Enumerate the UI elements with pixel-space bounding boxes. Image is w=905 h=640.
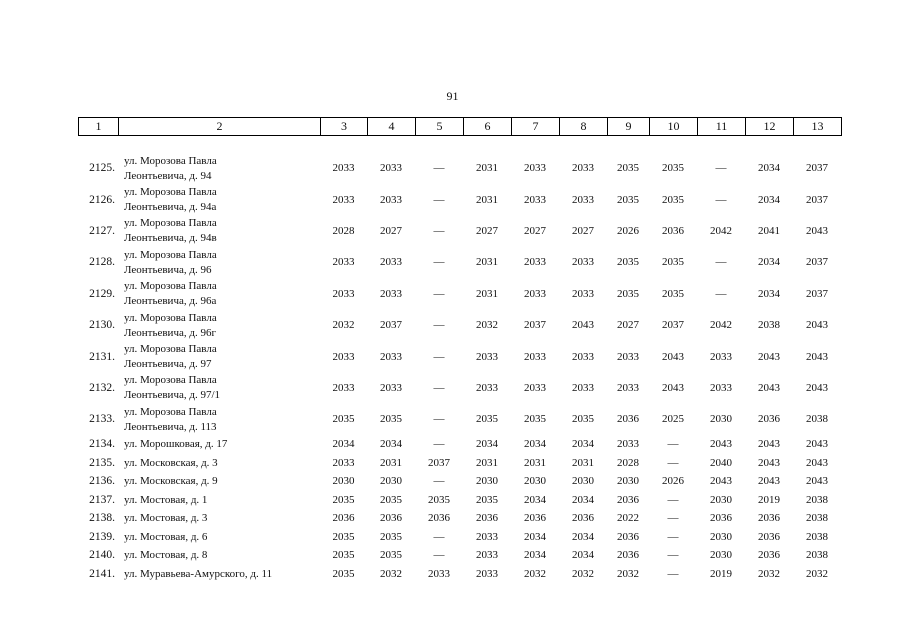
year-cell: 2033 xyxy=(332,287,355,300)
year-cell: 2027 xyxy=(572,224,594,237)
year-cell: 2043 xyxy=(758,456,780,469)
year-cell: — xyxy=(433,438,445,451)
year-cell: 2033 xyxy=(710,381,732,394)
year-cell: 2035 xyxy=(572,413,594,426)
table-row xyxy=(78,473,841,492)
year-cell: 2034 xyxy=(524,493,546,506)
row-number: 2133. xyxy=(89,413,115,426)
row-number: 2134. xyxy=(89,438,115,451)
year-cell: — xyxy=(667,512,679,525)
row-number: 2139. xyxy=(89,530,115,543)
year-cell: 2035 xyxy=(617,287,639,300)
address-line: ул. Мостовая, д. 8 xyxy=(124,549,208,562)
year-cell: 2033 xyxy=(380,287,402,300)
year-cell: 2043 xyxy=(806,475,828,488)
address-line: ул. Морозова Павла xyxy=(124,217,217,230)
year-cell: 2043 xyxy=(806,438,828,451)
address-cell xyxy=(118,436,320,455)
year-cell: 2031 xyxy=(524,456,546,469)
year-cell: 2030 xyxy=(617,475,639,488)
address-cell xyxy=(118,153,320,184)
table-row xyxy=(78,184,841,215)
year-cell: 2027 xyxy=(524,224,546,237)
address-line: Леонтьевича, д. 97 xyxy=(124,358,212,371)
year-cell: 2033 xyxy=(572,193,594,206)
year-cell: 2031 xyxy=(380,456,402,469)
year-cell: 2035 xyxy=(332,493,355,506)
year-cell: — xyxy=(715,256,727,269)
year-cell: 2033 xyxy=(524,350,546,363)
year-cell: 2033 xyxy=(572,256,594,269)
year-cell: 2033 xyxy=(380,350,402,363)
year-cell: 2043 xyxy=(662,350,684,363)
address-line: ул. Морозова Павла xyxy=(124,311,217,324)
year-cell: 2033 xyxy=(572,287,594,300)
year-cell: 2034 xyxy=(758,287,780,300)
year-cell: 2033 xyxy=(476,350,498,363)
year-cell: — xyxy=(433,413,445,426)
year-cell: 2034 xyxy=(572,438,594,451)
address-line: ул. Мостовая, д. 1 xyxy=(124,493,208,506)
column-header: 3 xyxy=(321,118,368,136)
year-cell: 2033 xyxy=(476,549,498,562)
year-cell: 2043 xyxy=(662,381,684,394)
column-header: 4 xyxy=(368,118,416,136)
row-number: 2137. xyxy=(89,493,115,506)
year-cell: 2033 xyxy=(332,256,355,269)
address-line: ул. Морозова Павла xyxy=(124,248,217,261)
year-cell: 2034 xyxy=(758,193,780,206)
row-number: 2125. xyxy=(89,162,115,175)
year-cell: 2035 xyxy=(617,256,639,269)
year-cell: 2038 xyxy=(806,413,828,426)
year-cell: 2035 xyxy=(380,530,402,543)
address-line: ул. Муравьева-Амурского, д. 11 xyxy=(124,567,273,580)
year-cell: 2031 xyxy=(476,256,498,269)
year-cell: — xyxy=(667,549,679,562)
address-cell xyxy=(118,373,320,404)
year-cell: 2034 xyxy=(476,438,498,451)
address-cell xyxy=(118,279,320,310)
table-row xyxy=(78,565,841,584)
year-cell: 2031 xyxy=(476,162,498,175)
year-cell: 2034 xyxy=(332,438,355,451)
table-row xyxy=(78,310,841,341)
address-line: Леонтьевича, д. 96г xyxy=(124,326,216,339)
year-cell: 2031 xyxy=(572,456,594,469)
column-header-table xyxy=(78,117,842,136)
column-header: 6 xyxy=(464,118,512,136)
year-cell: — xyxy=(667,567,679,580)
year-cell: — xyxy=(433,162,445,175)
address-line: ул. Мостовая, д. 6 xyxy=(124,530,208,543)
row-number: 2126. xyxy=(89,193,115,206)
year-cell: 2019 xyxy=(758,493,780,506)
year-cell: 2028 xyxy=(617,456,639,469)
year-cell: 2033 xyxy=(710,350,732,363)
year-cell: 2036 xyxy=(617,530,639,543)
table-row xyxy=(78,279,841,310)
year-cell: 2035 xyxy=(332,413,355,426)
year-cell: 2030 xyxy=(710,493,732,506)
year-cell: 2035 xyxy=(380,493,402,506)
year-cell: 2034 xyxy=(758,256,780,269)
address-cell xyxy=(118,216,320,247)
address-cell xyxy=(118,404,320,435)
year-cell: 2033 xyxy=(380,162,402,175)
year-cell: 2037 xyxy=(806,256,828,269)
year-cell: — xyxy=(433,530,445,543)
year-cell: 2033 xyxy=(617,381,639,394)
year-cell: 2038 xyxy=(806,530,828,543)
year-cell: 2033 xyxy=(524,193,546,206)
year-cell: 2033 xyxy=(380,193,402,206)
year-cell: 2043 xyxy=(572,319,594,332)
year-cell: 2037 xyxy=(428,456,450,469)
year-cell: — xyxy=(667,456,679,469)
year-cell: 2035 xyxy=(617,162,639,175)
column-header: 9 xyxy=(608,118,650,136)
year-cell: 2036 xyxy=(662,224,684,237)
address-line: Леонтьевича, д. 113 xyxy=(124,420,217,433)
column-header: 13 xyxy=(794,118,842,136)
year-cell: 2036 xyxy=(332,512,355,525)
page-number: 91 xyxy=(446,89,459,103)
year-cell: 2036 xyxy=(572,512,594,525)
year-cell: 2027 xyxy=(380,224,402,237)
year-cell: 2035 xyxy=(332,530,355,543)
year-cell: 2032 xyxy=(617,567,639,580)
year-cell: 2035 xyxy=(428,493,450,506)
year-cell: 2033 xyxy=(476,567,498,580)
year-cell: 2030 xyxy=(572,475,594,488)
year-cell: 2033 xyxy=(524,162,546,175)
year-cell: 2036 xyxy=(617,413,639,426)
year-cell: 2032 xyxy=(476,319,498,332)
year-cell: 2033 xyxy=(332,162,355,175)
year-cell: — xyxy=(715,287,727,300)
year-cell: — xyxy=(433,350,445,363)
year-cell: 2033 xyxy=(617,350,639,363)
table-row xyxy=(78,528,841,547)
address-cell xyxy=(118,565,320,584)
year-cell: 2036 xyxy=(617,493,639,506)
year-cell: 2035 xyxy=(332,567,355,580)
year-cell: 2037 xyxy=(806,193,828,206)
year-cell: 2038 xyxy=(806,512,828,525)
year-cell: 2033 xyxy=(572,350,594,363)
year-cell: 2036 xyxy=(617,549,639,562)
year-cell: 2038 xyxy=(758,319,780,332)
year-cell: 2022 xyxy=(617,512,639,525)
year-cell: — xyxy=(433,549,445,562)
year-cell: 2034 xyxy=(524,438,546,451)
year-cell: 2037 xyxy=(806,287,828,300)
year-cell: 2026 xyxy=(662,475,684,488)
column-header: 10 xyxy=(650,118,698,136)
year-cell: 2036 xyxy=(758,413,780,426)
year-cell: 2030 xyxy=(710,413,732,426)
year-cell: — xyxy=(715,162,727,175)
year-cell: 2043 xyxy=(758,438,780,451)
year-cell: 2035 xyxy=(380,549,402,562)
year-cell: 2035 xyxy=(662,287,684,300)
year-cell: 2028 xyxy=(332,224,355,237)
year-cell: 2042 xyxy=(710,224,732,237)
address-line: Леонтьевича, д. 96а xyxy=(124,295,217,308)
address-line: ул. Морозова Павла xyxy=(124,154,217,167)
address-line: ул. Морозова Павла xyxy=(124,374,217,387)
year-cell: 2035 xyxy=(662,193,684,206)
year-cell: 2043 xyxy=(710,475,732,488)
year-cell: 2027 xyxy=(476,224,498,237)
year-cell: — xyxy=(433,381,445,394)
address-cell xyxy=(118,510,320,529)
address-cell xyxy=(118,473,320,492)
year-cell: 2036 xyxy=(380,512,402,525)
year-cell: 2043 xyxy=(806,224,828,237)
row-number: 2129. xyxy=(89,287,115,300)
row-number: 2127. xyxy=(89,224,115,237)
year-cell: 2036 xyxy=(758,530,780,543)
column-header: 1 xyxy=(79,118,119,136)
address-line: Леонтьевича, д. 94а xyxy=(124,201,217,214)
year-cell: 2034 xyxy=(572,493,594,506)
year-cell: — xyxy=(433,256,445,269)
data-table xyxy=(78,153,841,584)
table-row xyxy=(78,510,841,529)
year-cell: 2031 xyxy=(476,287,498,300)
row-number: 2132. xyxy=(89,381,115,394)
table-row xyxy=(78,547,841,566)
year-cell: 2034 xyxy=(524,530,546,543)
row-number: 2138. xyxy=(89,512,115,525)
year-cell: 2035 xyxy=(662,256,684,269)
year-cell: 2043 xyxy=(758,350,780,363)
address-cell xyxy=(118,184,320,215)
address-line: ул. Морозова Павла xyxy=(124,405,217,418)
year-cell: 2033 xyxy=(332,193,355,206)
year-cell: 2041 xyxy=(758,224,780,237)
year-cell: 2035 xyxy=(662,162,684,175)
header-row xyxy=(79,118,842,136)
year-cell: 2038 xyxy=(806,493,828,506)
year-cell: 2019 xyxy=(710,567,732,580)
year-cell: — xyxy=(433,475,445,488)
year-cell: 2033 xyxy=(332,381,355,394)
year-cell: — xyxy=(433,287,445,300)
year-cell: 2037 xyxy=(662,319,684,332)
year-cell: 2036 xyxy=(428,512,450,525)
year-cell: 2032 xyxy=(524,567,546,580)
year-cell: — xyxy=(667,530,679,543)
year-cell: 2032 xyxy=(572,567,594,580)
year-cell: 2035 xyxy=(476,413,498,426)
row-number: 2135. xyxy=(89,456,115,469)
year-cell: 2033 xyxy=(524,381,546,394)
year-cell: 2025 xyxy=(662,413,684,426)
address-line: Леонтьевича, д. 96 xyxy=(124,263,212,276)
year-cell: 2033 xyxy=(428,567,450,580)
year-cell: 2037 xyxy=(524,319,546,332)
table-row xyxy=(78,454,841,473)
year-cell: 2034 xyxy=(572,549,594,562)
column-header: 8 xyxy=(560,118,608,136)
year-cell: 2036 xyxy=(524,512,546,525)
column-header: 2 xyxy=(119,118,321,136)
year-cell: 2031 xyxy=(476,456,498,469)
table-row xyxy=(78,404,841,435)
year-cell: 2034 xyxy=(758,162,780,175)
address-line: ул. Московская, д. 3 xyxy=(124,456,218,469)
year-cell: — xyxy=(715,193,727,206)
address-line: Леонтьевича, д. 94в xyxy=(124,232,217,245)
year-cell: 2026 xyxy=(617,224,639,237)
row-number: 2136. xyxy=(89,475,115,488)
year-cell: 2032 xyxy=(806,567,828,580)
year-cell: 2040 xyxy=(710,456,732,469)
year-cell: 2033 xyxy=(380,381,402,394)
table-row xyxy=(78,247,841,278)
year-cell: 2034 xyxy=(380,438,402,451)
address-line: ул. Морозова Павла xyxy=(124,343,217,356)
year-cell: 2033 xyxy=(617,438,639,451)
address-cell xyxy=(118,528,320,547)
year-cell: — xyxy=(433,319,445,332)
address-cell xyxy=(118,547,320,566)
year-cell: 2030 xyxy=(524,475,546,488)
table-row xyxy=(78,153,841,184)
year-cell: 2035 xyxy=(524,413,546,426)
address-line: Леонтьевича, д. 97/1 xyxy=(124,389,221,402)
year-cell: 2043 xyxy=(806,381,828,394)
address-cell xyxy=(118,341,320,372)
address-cell xyxy=(118,491,320,510)
address-cell xyxy=(118,454,320,473)
address-line: Леонтьевича, д. 94 xyxy=(124,169,212,182)
year-cell: 2043 xyxy=(710,438,732,451)
address-line: ул. Морозова Павла xyxy=(124,280,217,293)
year-cell: 2036 xyxy=(710,512,732,525)
year-cell: 2034 xyxy=(572,530,594,543)
year-cell: 2035 xyxy=(476,493,498,506)
address-line: ул. Морошковая, д. 17 xyxy=(124,438,228,451)
year-cell: 2031 xyxy=(476,193,498,206)
year-cell: 2030 xyxy=(476,475,498,488)
year-cell: 2043 xyxy=(806,350,828,363)
year-cell: 2038 xyxy=(806,549,828,562)
address-line: ул. Московская, д. 9 xyxy=(124,475,218,488)
address-line: ул. Мостовая, д. 3 xyxy=(124,512,208,525)
year-cell: 2034 xyxy=(524,549,546,562)
year-cell: 2043 xyxy=(758,475,780,488)
address-cell xyxy=(118,247,320,278)
year-cell: 2032 xyxy=(758,567,780,580)
year-cell: 2033 xyxy=(524,256,546,269)
table-row xyxy=(78,216,841,247)
year-cell: 2030 xyxy=(332,475,355,488)
year-cell: 2037 xyxy=(380,319,402,332)
table-row xyxy=(78,373,841,404)
address-cell xyxy=(118,310,320,341)
year-cell: 2030 xyxy=(380,475,402,488)
year-cell: 2033 xyxy=(476,381,498,394)
year-cell: 2043 xyxy=(806,456,828,469)
year-cell: 2035 xyxy=(332,549,355,562)
year-cell: 2043 xyxy=(758,381,780,394)
year-cell: 2035 xyxy=(380,413,402,426)
row-number: 2141. xyxy=(89,567,115,580)
address-line: ул. Морозова Павла xyxy=(124,186,217,199)
year-cell: 2035 xyxy=(617,193,639,206)
year-cell: 2027 xyxy=(617,319,639,332)
year-cell: 2043 xyxy=(806,319,828,332)
table-row xyxy=(78,491,841,510)
row-number: 2131. xyxy=(89,350,115,363)
year-cell: 2033 xyxy=(572,162,594,175)
year-cell: — xyxy=(433,224,445,237)
year-cell: 2036 xyxy=(476,512,498,525)
year-cell: 2032 xyxy=(380,567,402,580)
row-number: 2130. xyxy=(89,319,115,332)
column-header: 11 xyxy=(698,118,746,136)
year-cell: 2030 xyxy=(710,549,732,562)
column-header: 12 xyxy=(746,118,794,136)
year-cell: 2033 xyxy=(380,256,402,269)
year-cell: — xyxy=(433,193,445,206)
year-cell: — xyxy=(667,493,679,506)
year-cell: 2033 xyxy=(524,287,546,300)
year-cell: 2033 xyxy=(476,530,498,543)
year-cell: 2036 xyxy=(758,549,780,562)
row-number: 2140. xyxy=(89,549,115,562)
year-cell: 2037 xyxy=(806,162,828,175)
year-cell: — xyxy=(667,438,679,451)
year-cell: 2036 xyxy=(758,512,780,525)
year-cell: 2032 xyxy=(332,319,355,332)
year-cell: 2033 xyxy=(332,456,355,469)
row-number: 2128. xyxy=(89,256,115,269)
table-row xyxy=(78,436,841,455)
column-header: 7 xyxy=(512,118,560,136)
year-cell: 2042 xyxy=(710,319,732,332)
year-cell: 2030 xyxy=(710,530,732,543)
table-row xyxy=(78,341,841,372)
year-cell: 2033 xyxy=(332,350,355,363)
column-header: 5 xyxy=(416,118,464,136)
year-cell: 2033 xyxy=(572,381,594,394)
